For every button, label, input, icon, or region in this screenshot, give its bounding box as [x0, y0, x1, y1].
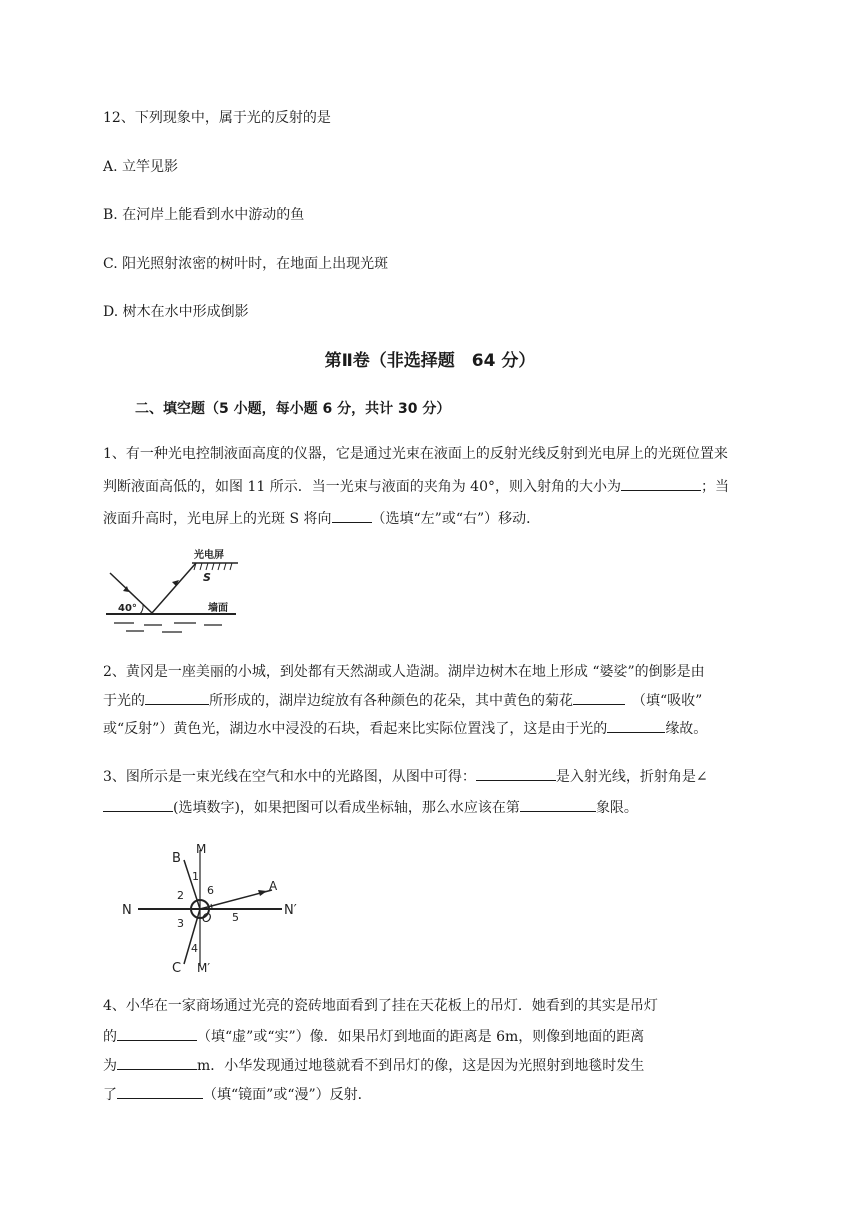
q12-option-b: B. 在河岸上能看到水中游动的鱼: [103, 207, 305, 223]
q4-line-4: [103, 1084, 372, 1105]
q2-text-3a: 或“反射”）黄色光，湖边水中浸没的石块，看起来比实际位置浅了，这是由于光的: [103, 721, 608, 737]
q4-text-3a: 为: [103, 1058, 117, 1074]
q1-line-2: [103, 476, 729, 497]
screen-label: 光电屏: [194, 550, 224, 561]
part-title: 第Ⅱ卷（非选择题 64 分）: [324, 351, 536, 371]
q4-text-2a: 的: [103, 1029, 117, 1045]
q4-text-4a: 了: [103, 1087, 117, 1103]
q1-text-2b: ；当: [700, 479, 729, 495]
q12-stem: 12、下列现象中，属于光的反射的是: [103, 110, 331, 126]
q1-line-1: 1、有一种光电控制液面高度的仪器，它是通过光束在液面上的反射光线反射到光电屏上的光斑位置来: [103, 446, 728, 462]
q1-line-3: [103, 508, 540, 529]
angle-label: 40°: [118, 603, 137, 614]
q4-line-1: 4、小华在一家商场通过光亮的瓷砖地面看到了挂在天花板上的吊灯．她看到的其实是吊灯: [103, 998, 658, 1014]
ray-ob: [184, 860, 200, 909]
label-m-prime: M′: [197, 961, 211, 973]
label-n: N: [122, 903, 132, 918]
q4-text-3b: m．小华发现通过地毯就看不到吊灯的像，这是因为光照射到地毯时发生: [197, 1058, 645, 1074]
q12-option-c: C. 阳光照射浓密的树叶时，在地面上出现光斑: [103, 256, 389, 272]
q4-blank-2[interactable]: [117, 1055, 197, 1070]
label-a: A: [269, 879, 278, 893]
q2-text-3b: 缘故。: [665, 721, 708, 737]
q1-figure: [104, 545, 244, 635]
q1-text-2a: 判断液面高低的，如图 11 所示．当一光束与液面的夹角为 40°，则入射角的大小为: [103, 479, 621, 495]
label-n-prime: N′: [284, 903, 297, 918]
reflected-ray: [152, 563, 196, 613]
section-heading: 二、填空题（5 小题，每小题 6 分，共计 30 分）: [135, 401, 451, 417]
q2-text-2a: 于光的: [103, 693, 145, 709]
label-o: O: [202, 911, 212, 925]
q3-line-2: [103, 797, 638, 818]
label-m: M: [196, 842, 207, 856]
q1-blank-1[interactable]: [621, 476, 701, 491]
q2-line-2: [103, 690, 702, 711]
q2-blank-2[interactable]: [573, 690, 625, 705]
surface-label: 墙面: [208, 603, 228, 614]
label-6: 6: [207, 884, 214, 897]
q1-text-3b: （选填“左”或“右”）移动．: [371, 511, 541, 527]
screen-hatch: [194, 563, 232, 570]
label-5: 5: [232, 911, 239, 924]
arrow-a: [258, 890, 267, 896]
q2-line-1: 2、黄冈是一座美丽的小城，到处都有天然湖或人造湖。湖岸边树木在地上形成 “婆娑”的倒影是由: [103, 664, 705, 680]
q1-blank-2[interactable]: [332, 508, 372, 523]
q4-line-2: [103, 1026, 644, 1047]
q3-text-2b: 象限。: [595, 800, 638, 816]
angle-arc: [140, 605, 143, 614]
q3-line-1: [103, 766, 708, 787]
q4-text-4b: （填“镜面”或“漫”）反射．: [203, 1087, 372, 1103]
q12-option-a: A. 立竿见影: [103, 159, 179, 175]
q2-line-3: [103, 718, 707, 739]
q3-blank-2[interactable]: [103, 797, 173, 812]
q1-text-3a: 液面升高时，光电屏上的光斑 S 将向: [103, 511, 332, 527]
water-marks: [114, 623, 222, 632]
q4-blank-3[interactable]: [117, 1084, 203, 1099]
s-label: S: [203, 571, 211, 584]
q12-option-d: D. 树木在水中形成倒影: [103, 304, 249, 320]
q3-text-1a: 3、图所示是一束光线在空气和水中的光路图，从图中可得：: [103, 769, 476, 785]
q4-blank-1[interactable]: [117, 1026, 197, 1041]
label-b: B: [172, 851, 181, 866]
q4-text-2b: （填“虚”或“实”）像．如果吊灯到地面的距离是 6m，则像到地面的距离: [197, 1029, 645, 1045]
label-4: 4: [191, 942, 198, 955]
q3-blank-1[interactable]: [476, 766, 556, 781]
q2-blank-3[interactable]: [607, 718, 665, 733]
label-1: 1: [192, 870, 199, 883]
label-2: 2: [177, 889, 184, 902]
q2-blank-1[interactable]: [145, 690, 209, 705]
q3-text-1b: 是入射光线，折射角是∠: [555, 769, 708, 785]
label-3: 3: [177, 917, 184, 930]
q4-line-3: [103, 1055, 644, 1076]
q3-blank-3[interactable]: [520, 797, 596, 812]
q2-text-2c: （填“吸收”: [625, 693, 703, 709]
label-c: C: [172, 961, 182, 973]
q3-text-2a: (选填数字)，如果把图可以看成坐标轴，那么水应该在第: [173, 800, 520, 816]
q3-figure: [112, 838, 302, 973]
q2-text-2b: 所形成的，湖岸边绽放有各种颜色的花朵，其中黄色的菊花: [209, 693, 573, 709]
